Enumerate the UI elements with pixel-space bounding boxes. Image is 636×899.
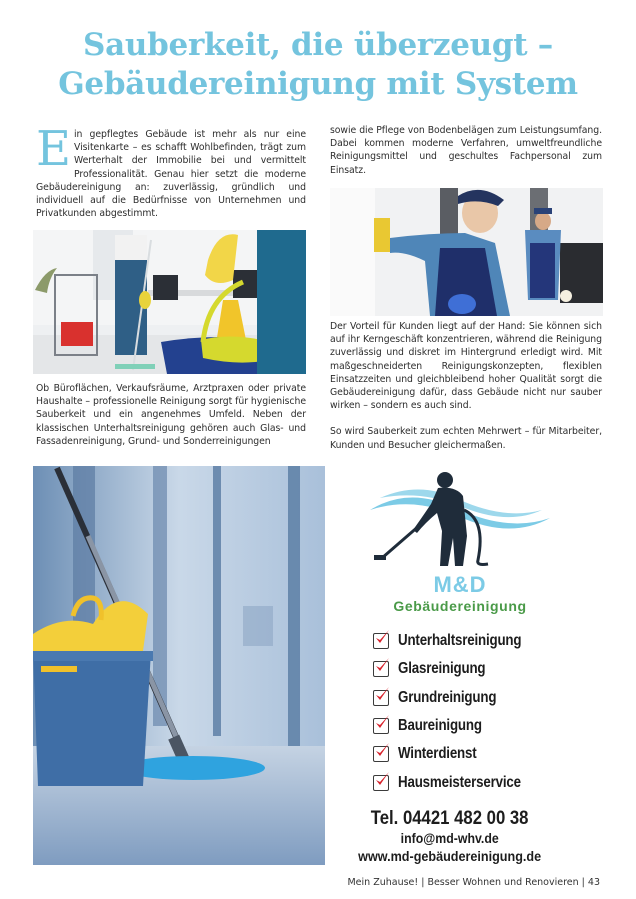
article-column-right-mid — [330, 320, 602, 452]
email-link[interactable]: info@md-whv.de — [400, 830, 500, 846]
service-item — [373, 740, 583, 768]
article-intro — [36, 121, 306, 220]
page-footer: Mein Zuhause! | Besser Wohnen und Renovieren | 43 — [347, 877, 600, 888]
checkbox-check-icon — [373, 775, 389, 791]
services-list — [373, 627, 583, 797]
checkbox-check-icon — [373, 690, 389, 706]
service-label: Unterhaltsreinigung — [398, 632, 522, 650]
service-item — [373, 712, 583, 740]
article-paragraph-2: Ob Büroflächen, Verkaufsräume, Arztpraxen oder private Haushalte – professionelle Reinigung sorgt für hygienische Sauberkeit und ein angenehmes Umfeld. Neben der klassischen Unterhaltsreinigung gehören auch Glas- und Fassadenreinigung, Grund- und Sonderreinigungen — [36, 383, 306, 447]
service-label: Baureinigung — [398, 717, 482, 735]
article-column-left — [36, 382, 306, 448]
headline-line-2: Gebäudereinigung mit System — [58, 66, 578, 102]
checkbox-check-icon — [373, 633, 389, 649]
checkbox-check-icon — [373, 661, 389, 677]
checkbox-check-icon — [373, 718, 389, 734]
website-link[interactable]: www.md-gebäudereinigung.de — [358, 848, 542, 864]
service-item — [373, 768, 583, 796]
service-item — [373, 655, 583, 683]
office-cleaning-image — [33, 230, 306, 374]
drop-cap: E — [36, 121, 71, 177]
brand-subtitle: Gebäudereinigung — [393, 598, 527, 614]
brand-name: M&D — [433, 572, 487, 597]
mop-bucket-image — [33, 466, 325, 865]
cleaner-wiping-image — [330, 188, 603, 316]
article-paragraph-3: sowie die Pflege von Bodenbelägen zum Leistungsumfang. Dabei kommen moderne Verfahren, umweltfreundliche Reinigungsmittel und geschultes Fachpersonal zum Einsatz. — [330, 125, 602, 176]
article-column-right-top — [330, 124, 602, 177]
checkbox-check-icon — [373, 746, 389, 762]
mop-bucket-photo — [33, 466, 325, 865]
office-cleaning-photo — [33, 230, 306, 374]
phone-number[interactable]: Tel. 04421 482 00 38 — [371, 808, 529, 829]
service-label: Winterdienst — [398, 745, 477, 763]
headline-line-1: Sauberkeit, die überzeugt – — [83, 27, 553, 63]
service-label: Glasreinigung — [398, 660, 486, 678]
cleaner-with-vacuum-icon — [360, 470, 560, 570]
article-paragraph-1: in gepflegtes Gebäude ist mehr als nur eine Visitenkarte – es schafft Wohlbefinden, trägt zum Werterhalt der Immobilie bei und vermittelt Professionalität. Genau hier setzt die moderne Gebäudereinigung an: zuverlässig, gründlich und individuell auf die Bedürfnisse von Unternehmen und Privatkunden abgestimmt. — [36, 129, 306, 220]
cleaner-wiping-photo — [330, 188, 603, 316]
company-logo — [360, 470, 560, 620]
service-item — [373, 627, 583, 655]
service-label: Hausmeisterservice — [398, 773, 521, 791]
service-item — [373, 684, 583, 712]
page-headline — [0, 26, 636, 104]
contact-block — [330, 808, 570, 866]
service-label: Grundreinigung — [398, 688, 497, 706]
article-paragraph-5: So wird Sauberkeit zum echten Mehrwert – für Mitarbeiter, Kunden und Besucher gleichermaßen. — [330, 426, 602, 451]
article-paragraph-4: Der Vorteil für Kunden liegt auf der Hand: Sie können sich auf ihr Kerngeschäft konzentrieren, während die Reinigung zuverlässig und diskret im Hintergrund erledigt wird. Mit maßgeschneiderten Reinigungskonzepten, flexiblen Einsatzzeiten und gleichbleibend hoher Qualität sorgt die Gebäudereinigung dafür, dass Gebäude nicht nur sauber wirken – sondern es auch sind. — [330, 321, 602, 412]
